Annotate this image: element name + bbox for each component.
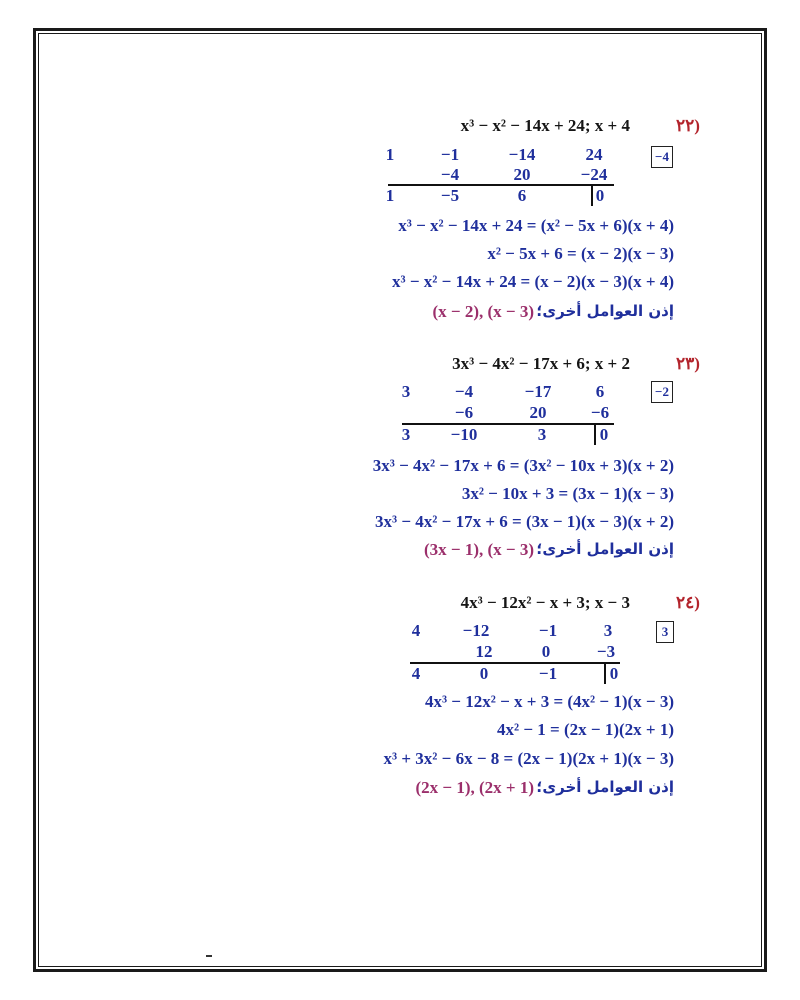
row2-cell: 20 [513,165,531,184]
equation-1: 4x³ − 12x² − x + 3 = (4x² − 1)(x − 3) [424,692,674,711]
row1-cell: 1 [385,145,395,164]
row1-cell: −1 [538,621,558,640]
problem-statement: 3x³ − 4x² − 17x + 6; x + 2 [452,354,630,373]
row1-cell: 6 [595,382,605,401]
problem-number: ٢٣) [676,354,700,373]
equation-2: x² − 5x + 6 = (x − 2)(x − 3) [487,244,674,263]
row1-cell: 24 [585,145,603,164]
equation-3: x³ − x² − 14x + 24 = (x − 2)(x − 3)(x + 4) [392,272,674,291]
row3-cell: 1 [385,186,395,205]
row2-cell: −6 [454,403,474,422]
problem-statement: 4x³ − 12x² − x + 3; x − 3 [460,593,630,612]
row1-cell: −17 [524,382,552,401]
conclusion-label: إذن العوامل أخرى؛ [536,778,674,796]
row2-cell: −24 [580,165,608,184]
remainder: 0 [595,186,605,205]
conclusion-label: إذن العوامل أخرى؛ [536,540,674,558]
conclusion-factors: (2x − 1), (2x + 1) [415,778,534,797]
row3-cell: −1 [538,664,558,683]
divisor-box: 3 [656,621,674,643]
row2-cell: 0 [541,642,551,661]
division-line [410,662,620,664]
row3-cell: 4 [411,664,421,683]
equation-3: 3x³ − 4x² − 17x + 6 = (3x − 1)(x − 3)(x + 2) [375,512,674,531]
equation-3: x³ + 3x² − 6x − 8 = (2x − 1)(2x + 1)(x − 3) [383,749,674,768]
row1-cell: −14 [508,145,536,164]
equation-2: 4x² − 1 = (2x − 1)(2x + 1) [497,720,674,739]
row3-cell: 3 [401,425,411,444]
row2-cell: −6 [590,403,610,422]
row1-cell: 4 [411,621,421,640]
equation-2: 3x² − 10x + 3 = (3x − 1)(x − 3) [461,484,674,503]
footer-mark [206,955,212,957]
row1-cell: 3 [603,621,613,640]
row3-cell: −5 [440,186,460,205]
row1-cell: −4 [454,382,474,401]
equation-1: x³ − x² − 14x + 24 = (x² − 5x + 6)(x + 4) [398,216,674,235]
conclusion-factors: (3x − 1), (x − 3) [423,540,534,559]
row3-cell: 6 [517,186,527,205]
row2-cell: 12 [475,642,493,661]
row2-cell: −4 [440,165,460,184]
row3-cell: 0 [479,664,489,683]
row1-cell: −12 [462,621,490,640]
problem-number: ٢٤) [676,593,700,612]
problem-number: ٢٢) [676,116,700,135]
problem-statement: x³ − x² − 14x + 24; x + 4 [460,116,630,135]
remainder: 0 [599,425,609,444]
conclusion-factors: (x − 2), (x − 3) [432,302,534,321]
divisor-box: −2 [651,381,673,403]
row1-cell: 3 [401,382,411,401]
row1-cell: −1 [440,145,460,164]
divisor-box: −4 [651,146,673,168]
row3-cell: 3 [537,425,547,444]
conclusion-label: إذن العوامل أخرى؛ [536,302,674,320]
row2-cell: 20 [529,403,547,422]
equation-1: 3x³ − 4x² − 17x + 6 = (3x² − 10x + 3)(x + 2) [372,456,674,475]
remainder: 0 [609,664,619,683]
row2-cell: −3 [596,642,616,661]
row3-cell: −10 [450,425,478,444]
